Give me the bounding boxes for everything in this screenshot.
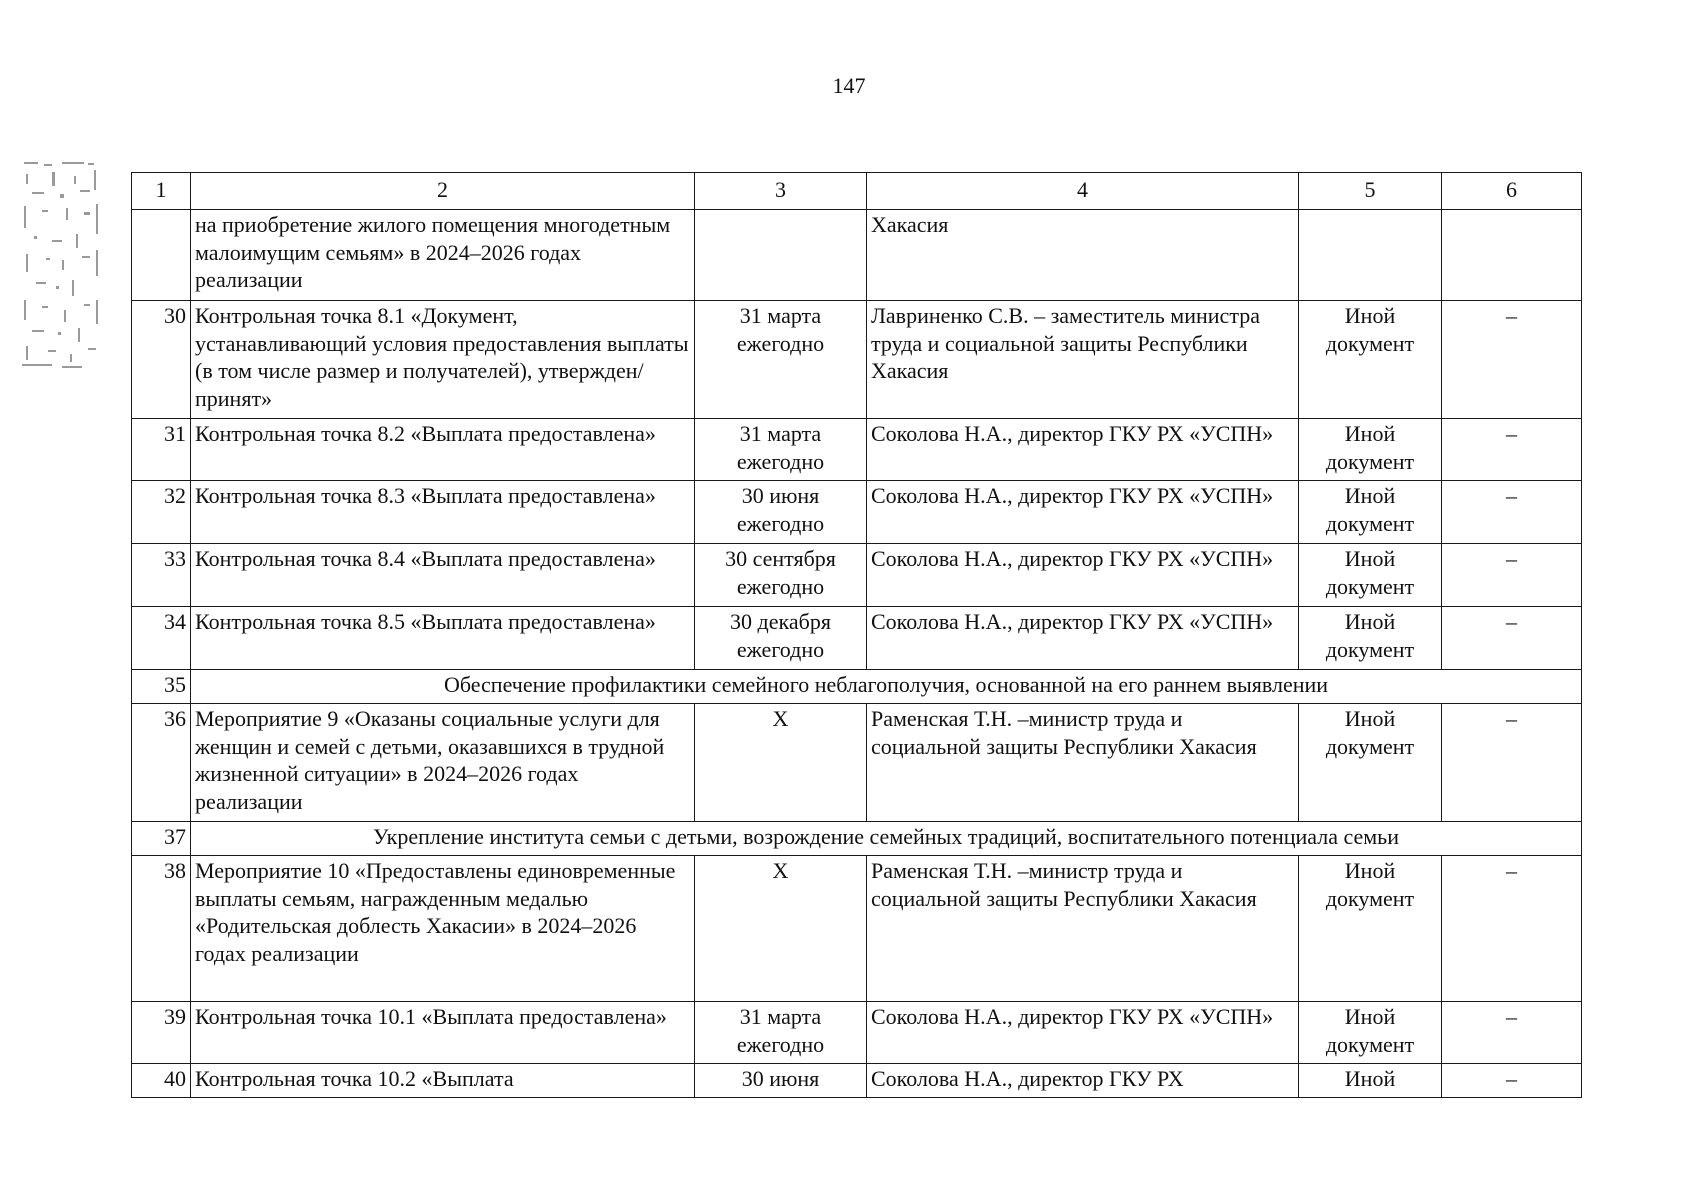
table-row [132, 1002, 1582, 1064]
document-type: Иной документ [1299, 544, 1442, 607]
responsible-person: Соколова Н.А., директор ГКУ РХ «УСПН» [867, 1002, 1299, 1064]
responsible-person: Соколова Н.А., директор ГКУ РХ «УСПН» [867, 419, 1299, 481]
event-name: Контрольная точка 8.5 «Выплата предоставлена» [191, 607, 695, 670]
extra-info: – [1442, 544, 1582, 607]
responsible-person: Соколова Н.А., директор ГКУ РХ «УСПН» [867, 481, 1299, 544]
table-row [132, 481, 1582, 544]
extra-info: – [1442, 856, 1582, 1002]
table-header-row [132, 173, 1582, 210]
event-name: Контрольная точка 8.3 «Выплата предоставлена» [191, 481, 695, 544]
event-name: Контрольная точка 8.1 «Документ, устанавливающий условия предоставления выплаты (в том числе размер и получателей), утвержден/принят» [191, 301, 695, 419]
extra-info: – [1442, 419, 1582, 481]
extra-info: – [1442, 704, 1582, 822]
event-date: 30 июня [695, 1064, 867, 1098]
extra-info: – [1442, 1002, 1582, 1064]
document-type: Иной документ [1299, 1002, 1442, 1064]
header-cell: 6 [1442, 173, 1582, 210]
table-row [132, 419, 1582, 481]
plan-table [131, 172, 1582, 1098]
header-cell: 1 [132, 173, 191, 210]
table-row [132, 856, 1582, 1002]
row-number [132, 210, 191, 301]
section-title: Укрепление института семьи с детьми, возрождение семейных традиций, воспитательного потенциала семьи [191, 822, 1582, 856]
event-name: на приобретение жилого помещения многодетным малоимущим семьям» в 2024–2026 годах реализации [191, 210, 695, 301]
responsible-person: Раменская Т.Н. –министр труда и социальной защиты Республики Хакасия [867, 856, 1299, 1002]
event-date: Х [695, 704, 867, 822]
header-cell: 2 [191, 173, 695, 210]
table-row [132, 301, 1582, 419]
responsible-person: Соколова Н.А., директор ГКУ РХ [867, 1064, 1299, 1098]
responsible-person: Соколова Н.А., директор ГКУ РХ «УСПН» [867, 544, 1299, 607]
table-row [132, 1064, 1582, 1098]
page-number: 147 [832, 73, 866, 98]
section-title: Обеспечение профилактики семейного неблагополучия, основанной на его раннем выявлении [191, 670, 1582, 704]
header-cell: 3 [695, 173, 867, 210]
row-number: 39 [132, 1002, 191, 1064]
event-date: 31 марта ежегодно [695, 1002, 867, 1064]
responsible-person: Раменская Т.Н. –министр труда и социальной защиты Республики Хакасия [867, 704, 1299, 822]
row-number: 37 [132, 822, 191, 856]
table-row [132, 544, 1582, 607]
table-row [132, 704, 1582, 822]
table-row [132, 210, 1582, 301]
event-date: 31 марта ежегодно [695, 301, 867, 419]
event-name: Контрольная точка 10.2 «Выплата [191, 1064, 695, 1098]
document-type: Иной документ [1299, 856, 1442, 1002]
event-date [695, 210, 867, 301]
document-type: Иной документ [1299, 481, 1442, 544]
extra-info: – [1442, 301, 1582, 419]
event-name: Мероприятие 10 «Предоставлены единовременные выплаты семьям, награжденным медалью «Родительская доблесть Хакасии» в 2024–2026 годах реализации [191, 856, 695, 1002]
document-type [1299, 210, 1442, 301]
responsible-person: Лавриненко С.В. – заместитель министра труда и социальной защиты Республики Хакасия [867, 301, 1299, 419]
document-type: Иной документ [1299, 607, 1442, 670]
row-number: 35 [132, 670, 191, 704]
extra-info: – [1442, 481, 1582, 544]
row-number: 34 [132, 607, 191, 670]
event-name: Контрольная точка 10.1 «Выплата предоставлена» [191, 1002, 695, 1064]
event-date: Х [695, 856, 867, 1002]
responsible-person: Хакасия [867, 210, 1299, 301]
row-number: 31 [132, 419, 191, 481]
event-name: Контрольная точка 8.4 «Выплата предоставлена» [191, 544, 695, 607]
row-number: 38 [132, 856, 191, 1002]
extra-info: – [1442, 607, 1582, 670]
event-name: Контрольная точка 8.2 «Выплата предоставлена» [191, 419, 695, 481]
extra-info: – [1442, 1064, 1582, 1098]
header-cell: 4 [867, 173, 1299, 210]
row-number: 30 [132, 301, 191, 419]
document-type: Иной [1299, 1064, 1442, 1098]
event-date: 30 декабря ежегодно [695, 607, 867, 670]
header-cell: 5 [1299, 173, 1442, 210]
event-date: 30 июня ежегодно [695, 481, 867, 544]
row-number: 33 [132, 544, 191, 607]
row-number: 40 [132, 1064, 191, 1098]
scan-stamp-mark [22, 160, 100, 370]
document-type: Иной документ [1299, 419, 1442, 481]
scan-noise-graphic [22, 160, 100, 370]
extra-info [1442, 210, 1582, 301]
event-date: 30 сентября ежегодно [695, 544, 867, 607]
row-number: 36 [132, 704, 191, 822]
event-name: Мероприятие 9 «Оказаны социальные услуги для женщин и семей с детьми, оказавшихся в трудной жизненной ситуации» в 2024–2026 годах реализации [191, 704, 695, 822]
section-row [132, 670, 1582, 704]
document-type: Иной документ [1299, 301, 1442, 419]
event-date: 31 марта ежегодно [695, 419, 867, 481]
section-row [132, 822, 1582, 856]
table-row [132, 607, 1582, 670]
responsible-person: Соколова Н.А., директор ГКУ РХ «УСПН» [867, 607, 1299, 670]
document-type: Иной документ [1299, 704, 1442, 822]
row-number: 32 [132, 481, 191, 544]
